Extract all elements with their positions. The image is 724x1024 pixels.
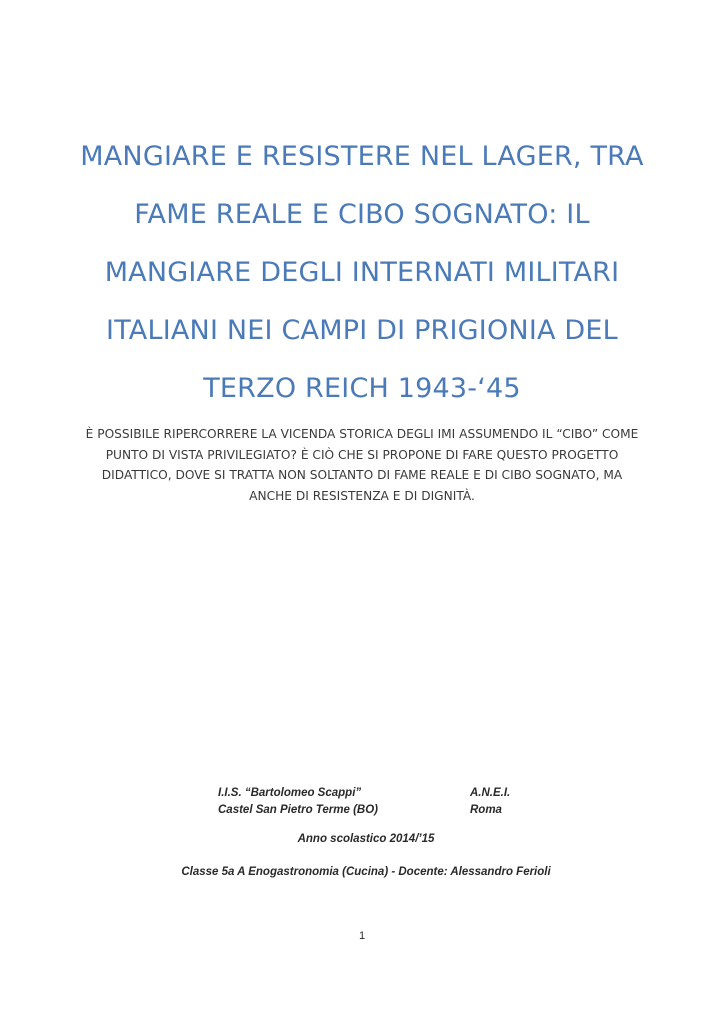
- school-block: [218, 785, 378, 819]
- school-year: Anno scolastico 2014/’15: [297, 833, 435, 845]
- partner-name: A.N.E.I.: [470, 787, 511, 799]
- title-line: ITALIANI NEI CAMPI DI PRIGIONIA DEL: [106, 315, 618, 346]
- class-info: Classe 5a A Enogastronomia (Cucina) - Docente: Alessandro Ferioli: [181, 866, 551, 878]
- document-subtitle: [60, 424, 664, 506]
- page-number: 1: [358, 930, 366, 942]
- subtitle-line: ANCHE DI RESISTENZA E DI DIGNITÀ.: [249, 488, 475, 503]
- partner-block: [470, 785, 510, 819]
- title-line: FAME REALE E CIBO SOGNATO: IL: [134, 199, 590, 230]
- subtitle-line: È POSSIBILE RIPERCORRERE LA VICENDA STORICA DEGLI IMI ASSUMENDO IL “CIBO” COME: [85, 427, 639, 441]
- document-title: [70, 128, 654, 418]
- subtitle-line: DIDATTICO, DOVE SI TRATTA NON SOLTANTO DI FAME REALE E DI CIBO SOGNATO, MA: [101, 468, 623, 482]
- subtitle-line: PUNTO DI VISTA PRIVILEGIATO? È CIÒ CHE SI PROPONE DI FARE QUESTO PROGETTO: [105, 447, 619, 462]
- title-line: MANGIARE DEGLI INTERNATI MILITARI: [104, 257, 620, 288]
- partner-location: Roma: [470, 804, 502, 816]
- title-line: TERZO REICH 1943-‘45: [203, 373, 521, 404]
- school-name: I.I.S. “Bartolomeo Scappi”: [218, 787, 362, 799]
- school-location: Castel San Pietro Terme (BO): [218, 804, 378, 816]
- title-line: MANGIARE E RESISTERE NEL LAGER, TRA: [80, 141, 644, 172]
